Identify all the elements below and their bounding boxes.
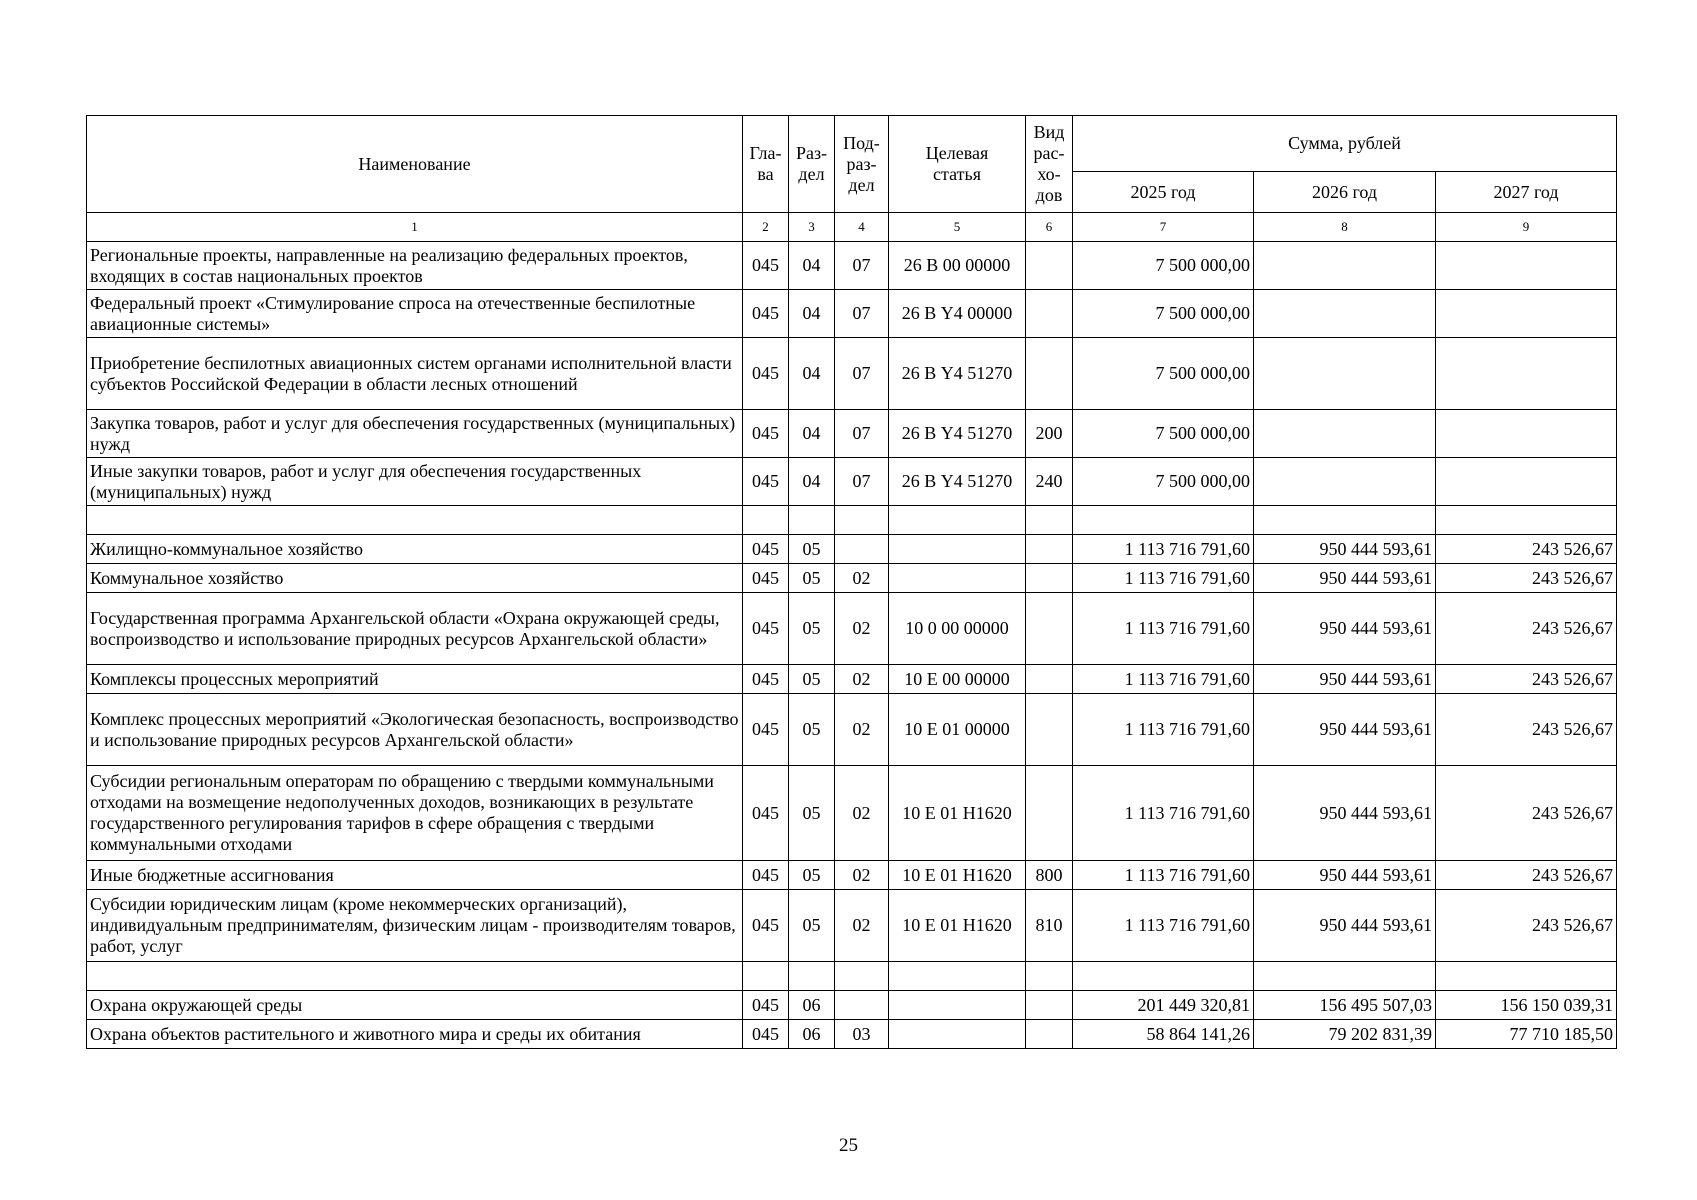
row-sum-2026	[1254, 338, 1436, 410]
table-row	[87, 1020, 1617, 1049]
row-target: 10 Е 00 00000	[889, 665, 1026, 694]
row-vid	[1026, 766, 1073, 861]
table-row	[87, 338, 1617, 410]
row-sum-2026: 950 444 593,61	[1254, 535, 1436, 564]
row-vid	[1026, 506, 1073, 535]
row-name: Закупка товаров, работ и услуг для обеспечения государственных (муниципальных) нужд	[87, 410, 743, 458]
row-razdel: 04	[789, 410, 835, 458]
page-number: 25	[839, 1135, 858, 1156]
row-razdel: 04	[789, 338, 835, 410]
row-podrazdel: 02	[835, 861, 889, 890]
row-sum-2026	[1254, 410, 1436, 458]
row-sum-2027: 243 526,67	[1436, 593, 1617, 665]
header-razdel: Раз- дел	[789, 116, 835, 213]
row-glava: 045	[743, 593, 789, 665]
column-number: 6	[1026, 213, 1073, 242]
row-sum-2027: 243 526,67	[1436, 766, 1617, 861]
row-sum-2027: 243 526,67	[1436, 665, 1617, 694]
header-target: Целевая статья	[889, 116, 1026, 213]
row-razdel: 04	[789, 458, 835, 506]
table-row	[87, 535, 1617, 564]
row-name	[87, 962, 743, 991]
row-podrazdel: 02	[835, 766, 889, 861]
row-target	[889, 1020, 1026, 1049]
row-target: 26 В Y4 51270	[889, 410, 1026, 458]
row-sum-2025	[1073, 962, 1254, 991]
row-podrazdel: 07	[835, 338, 889, 410]
row-razdel	[789, 962, 835, 991]
row-sum-2025: 7 500 000,00	[1073, 242, 1254, 290]
row-name: Комплекс процессных мероприятий «Экологическая безопасность, воспроизводство и использование природных ресурсов Архангельской области»	[87, 694, 743, 766]
row-sum-2026: 950 444 593,61	[1254, 890, 1436, 962]
row-razdel: 05	[789, 890, 835, 962]
header-glava: Гла- ва	[743, 116, 789, 213]
row-target: 26 В 00 00000	[889, 242, 1026, 290]
header-podrazdel: Под- раз- дел	[835, 116, 889, 213]
row-razdel: 05	[789, 535, 835, 564]
row-name: Охрана окружающей среды	[87, 991, 743, 1020]
row-vid: 800	[1026, 861, 1073, 890]
row-sum-2027: 243 526,67	[1436, 694, 1617, 766]
row-sum-2025: 7 500 000,00	[1073, 290, 1254, 338]
row-glava	[743, 962, 789, 991]
row-podrazdel	[835, 991, 889, 1020]
row-sum-2026: 950 444 593,61	[1254, 564, 1436, 593]
row-sum-2025: 201 449 320,81	[1073, 991, 1254, 1020]
row-glava: 045	[743, 338, 789, 410]
row-name: Иные закупки товаров, работ и услуг для обеспечения государственных (муниципальных) нужд	[87, 458, 743, 506]
row-target	[889, 506, 1026, 535]
table-row	[87, 458, 1617, 506]
header-year-2026: 2026 год	[1254, 172, 1436, 213]
row-podrazdel: 07	[835, 242, 889, 290]
row-sum-2025: 1 113 716 791,60	[1073, 766, 1254, 861]
row-sum-2026: 950 444 593,61	[1254, 694, 1436, 766]
row-podrazdel: 03	[835, 1020, 889, 1049]
row-sum-2027	[1436, 242, 1617, 290]
row-sum-2027: 77 710 185,50	[1436, 1020, 1617, 1049]
row-sum-2026: 79 202 831,39	[1254, 1020, 1436, 1049]
row-glava: 045	[743, 535, 789, 564]
row-podrazdel: 02	[835, 564, 889, 593]
table-row	[87, 694, 1617, 766]
row-podrazdel: 02	[835, 593, 889, 665]
column-number: 4	[835, 213, 889, 242]
row-glava: 045	[743, 766, 789, 861]
budget-table	[86, 115, 1617, 1049]
row-vid	[1026, 564, 1073, 593]
row-sum-2025: 7 500 000,00	[1073, 458, 1254, 506]
table-header	[87, 116, 1617, 242]
column-number: 1	[87, 213, 743, 242]
row-sum-2026	[1254, 962, 1436, 991]
row-sum-2026	[1254, 458, 1436, 506]
row-vid	[1026, 962, 1073, 991]
row-name: Федеральный проект «Стимулирование спроса на отечественные беспилотные авиационные системы»	[87, 290, 743, 338]
column-number: 5	[889, 213, 1026, 242]
row-vid	[1026, 991, 1073, 1020]
row-vid: 810	[1026, 890, 1073, 962]
row-target: 10 Е 01 Н1620	[889, 766, 1026, 861]
header-year-2025: 2025 год	[1073, 172, 1254, 213]
column-number: 7	[1073, 213, 1254, 242]
row-name: Жилищно-коммунальное хозяйство	[87, 535, 743, 564]
row-sum-2027	[1436, 458, 1617, 506]
row-razdel: 05	[789, 564, 835, 593]
row-name: Приобретение беспилотных авиационных систем органами исполнительной власти субъектов Российской Федерации в области лесных отношений	[87, 338, 743, 410]
row-sum-2026: 950 444 593,61	[1254, 861, 1436, 890]
header-sum: Сумма, рублей	[1073, 116, 1617, 172]
row-name: Иные бюджетные ассигнования	[87, 861, 743, 890]
row-sum-2027: 243 526,67	[1436, 535, 1617, 564]
table-row	[87, 242, 1617, 290]
row-sum-2027: 156 150 039,31	[1436, 991, 1617, 1020]
row-target: 26 В Y4 51270	[889, 458, 1026, 506]
row-name: Комплексы процессных мероприятий	[87, 665, 743, 694]
row-glava: 045	[743, 458, 789, 506]
row-podrazdel: 07	[835, 290, 889, 338]
table-body	[87, 242, 1617, 1049]
row-podrazdel	[835, 506, 889, 535]
table-row	[87, 564, 1617, 593]
row-glava	[743, 506, 789, 535]
table-row	[87, 410, 1617, 458]
row-sum-2027: 243 526,67	[1436, 564, 1617, 593]
row-sum-2025: 1 113 716 791,60	[1073, 861, 1254, 890]
column-number: 2	[743, 213, 789, 242]
row-target	[889, 962, 1026, 991]
row-vid	[1026, 593, 1073, 665]
row-name: Государственная программа Архангельской области «Охрана окружающей среды, воспроизводство и использование природных ресурсов Архангельской области»	[87, 593, 743, 665]
row-razdel	[789, 506, 835, 535]
row-name: Охрана объектов растительного и животного мира и среды их обитания	[87, 1020, 743, 1049]
table-row-empty	[87, 506, 1617, 535]
row-sum-2026	[1254, 242, 1436, 290]
table-row	[87, 665, 1617, 694]
row-target: 26 В Y4 51270	[889, 338, 1026, 410]
row-razdel: 05	[789, 665, 835, 694]
table-row-empty	[87, 962, 1617, 991]
column-number: 9	[1436, 213, 1617, 242]
row-name: Коммунальное хозяйство	[87, 564, 743, 593]
row-podrazdel: 02	[835, 890, 889, 962]
row-sum-2027	[1436, 338, 1617, 410]
row-razdel: 05	[789, 766, 835, 861]
row-glava: 045	[743, 410, 789, 458]
row-sum-2025: 1 113 716 791,60	[1073, 564, 1254, 593]
row-glava: 045	[743, 665, 789, 694]
column-number: 8	[1254, 213, 1436, 242]
row-razdel: 05	[789, 861, 835, 890]
row-vid	[1026, 665, 1073, 694]
row-sum-2027	[1436, 962, 1617, 991]
row-sum-2025: 1 113 716 791,60	[1073, 694, 1254, 766]
table-row	[87, 861, 1617, 890]
row-podrazdel	[835, 535, 889, 564]
row-sum-2026	[1254, 290, 1436, 338]
row-glava: 045	[743, 1020, 789, 1049]
table-row	[87, 593, 1617, 665]
row-target: 10 0 00 00000	[889, 593, 1026, 665]
row-glava: 045	[743, 242, 789, 290]
column-number: 3	[789, 213, 835, 242]
row-sum-2027	[1436, 506, 1617, 535]
row-podrazdel: 07	[835, 458, 889, 506]
row-razdel: 04	[789, 242, 835, 290]
row-podrazdel: 02	[835, 694, 889, 766]
row-sum-2026: 950 444 593,61	[1254, 593, 1436, 665]
row-glava: 045	[743, 564, 789, 593]
row-razdel: 06	[789, 991, 835, 1020]
row-sum-2025	[1073, 506, 1254, 535]
header-year-2027: 2027 год	[1436, 172, 1617, 213]
row-glava: 045	[743, 890, 789, 962]
header-name: Наименование	[87, 116, 743, 213]
row-sum-2025: 1 113 716 791,60	[1073, 593, 1254, 665]
row-sum-2025: 1 113 716 791,60	[1073, 535, 1254, 564]
row-glava: 045	[743, 991, 789, 1020]
row-name: Субсидии юридическим лицам (кроме некоммерческих организаций), индивидуальным предпринимателям, физическим лицам - производителям товаров, работ, услуг	[87, 890, 743, 962]
row-sum-2026: 950 444 593,61	[1254, 766, 1436, 861]
row-sum-2027: 243 526,67	[1436, 890, 1617, 962]
row-vid	[1026, 1020, 1073, 1049]
row-razdel: 06	[789, 1020, 835, 1049]
row-target	[889, 991, 1026, 1020]
row-sum-2025: 7 500 000,00	[1073, 338, 1254, 410]
row-target: 10 Е 01 Н1620	[889, 861, 1026, 890]
row-podrazdel: 02	[835, 665, 889, 694]
row-podrazdel: 07	[835, 410, 889, 458]
row-sum-2027	[1436, 290, 1617, 338]
row-vid	[1026, 338, 1073, 410]
row-sum-2025: 1 113 716 791,60	[1073, 890, 1254, 962]
row-sum-2025: 1 113 716 791,60	[1073, 665, 1254, 694]
row-sum-2027	[1436, 410, 1617, 458]
row-glava: 045	[743, 694, 789, 766]
row-vid	[1026, 242, 1073, 290]
table-row	[87, 290, 1617, 338]
row-glava: 045	[743, 861, 789, 890]
row-glava: 045	[743, 290, 789, 338]
row-podrazdel	[835, 962, 889, 991]
row-vid	[1026, 694, 1073, 766]
row-vid: 240	[1026, 458, 1073, 506]
row-sum-2026: 950 444 593,61	[1254, 665, 1436, 694]
row-razdel: 04	[789, 290, 835, 338]
row-sum-2027: 243 526,67	[1436, 861, 1617, 890]
row-target: 26 В Y4 00000	[889, 290, 1026, 338]
row-vid	[1026, 290, 1073, 338]
row-razdel: 05	[789, 593, 835, 665]
row-sum-2025: 7 500 000,00	[1073, 410, 1254, 458]
table-row	[87, 890, 1617, 962]
row-vid	[1026, 535, 1073, 564]
table-row	[87, 766, 1617, 861]
row-target	[889, 564, 1026, 593]
table-row	[87, 991, 1617, 1020]
row-name: Субсидии региональным операторам по обращению с твердыми коммунальными отходами на возмещение недополученных доходов, возникающих в результате государственного регулирования тарифов в сфере обращения с твердыми коммунальными отходами	[87, 766, 743, 861]
row-sum-2025: 58 864 141,26	[1073, 1020, 1254, 1049]
row-name	[87, 506, 743, 535]
row-name: Региональные проекты, направленные на реализацию федеральных проектов, входящих в состав национальных проектов	[87, 242, 743, 290]
row-target: 10 Е 01 Н1620	[889, 890, 1026, 962]
row-target: 10 Е 01 00000	[889, 694, 1026, 766]
row-vid: 200	[1026, 410, 1073, 458]
row-target	[889, 535, 1026, 564]
row-razdel: 05	[789, 694, 835, 766]
header-vid: Вид рас- хо- дов	[1026, 116, 1073, 213]
row-sum-2026	[1254, 506, 1436, 535]
column-number-row	[87, 213, 1617, 242]
row-sum-2026: 156 495 507,03	[1254, 991, 1436, 1020]
